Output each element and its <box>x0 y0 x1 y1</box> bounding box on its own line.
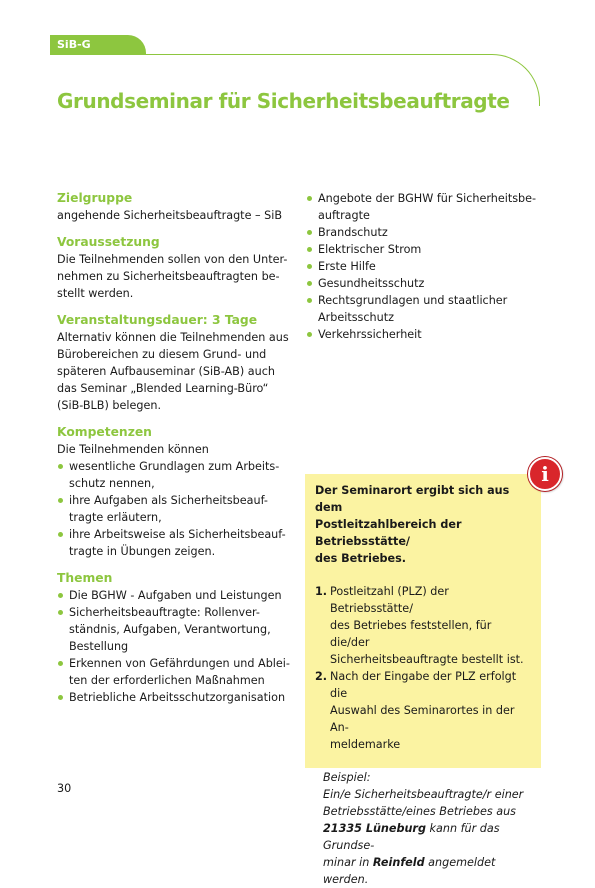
text-line: Auswahl des Seminarortes in der An- <box>330 704 515 734</box>
info-example <box>315 769 531 888</box>
item-line: Erkennen von Gefährdungen und Ablei- <box>69 657 290 670</box>
heading-kompetenzen: Kompetenzen <box>57 425 152 439</box>
item-line: ten der erforderlichen Maßnahmen <box>69 674 265 687</box>
item-line: tragte in Übungen zeigen. <box>69 545 216 558</box>
page-number: 30 <box>57 782 72 795</box>
section-voraussetzung <box>57 234 297 302</box>
list-item <box>306 258 551 275</box>
item-line: Angebote der BGHW für Sicherheitsbe- <box>318 192 537 205</box>
list-item <box>57 492 297 526</box>
text-line: Postleitzahlbereich der Betriebsstätte/ <box>315 518 462 548</box>
item-line: Die BGHW - Aufgaben und Leistungen <box>69 589 282 602</box>
section-themen <box>57 570 297 706</box>
list-item <box>306 224 551 241</box>
item-line: Brandschutz <box>318 226 388 239</box>
text-line: Der Seminarort ergibt sich aus dem <box>315 484 510 514</box>
item-line: auftragte <box>318 209 370 222</box>
page-title: Grundseminar für Sicherheitsbeauftragte <box>57 89 510 113</box>
text-line: des Betriebes. <box>315 552 407 565</box>
item-line: ständnis, Aufgaben, Verantwortung, <box>69 623 271 636</box>
item-line: wesentliche Grundlagen zum Arbeits- <box>69 460 280 473</box>
list-item <box>306 190 551 224</box>
example-plz: 21335 Lüneburg <box>323 822 426 835</box>
step-item <box>315 583 531 668</box>
kompetenzen-list <box>57 458 297 560</box>
heading-dauer: Veranstaltungsdauer: 3 Tage <box>57 313 258 327</box>
info-intro <box>315 482 531 567</box>
info-box <box>305 474 541 886</box>
text-line: Alternativ können die Teilnehmenden aus <box>57 331 289 344</box>
section-tab: SiB-G <box>50 35 146 55</box>
item-line: ihre Arbeitsweise als Sicherheitsbeauf- <box>69 528 286 541</box>
list-item <box>306 241 551 258</box>
kompetenzen-intro: Die Teilnehmenden können <box>57 443 209 456</box>
item-line: tragte erläutern, <box>69 511 162 524</box>
section-dauer <box>57 312 297 414</box>
themen-list <box>57 587 297 706</box>
text-line: Ein/e Sicherheitsbeauftragte/r einer <box>323 788 524 801</box>
right-column <box>306 190 551 343</box>
text-line: Betriebsstätte/eines Betriebes aus <box>323 805 516 818</box>
item-line: Erste Hilfe <box>318 260 376 273</box>
item-line: Rechtsgrundlagen und staatlicher <box>318 294 508 307</box>
text-line: Sicherheitsbeauftragte bestellt ist. <box>330 653 524 666</box>
list-item <box>306 275 551 292</box>
list-item <box>57 689 297 706</box>
heading-voraussetzung: Voraussetzung <box>57 235 160 249</box>
text-fragment: minar in <box>323 856 373 869</box>
example-ort: Reinfeld <box>372 856 425 869</box>
text-line: Nach der Eingabe der PLZ erfolgt die <box>330 670 517 700</box>
text-line: (SiB-BLB) belegen. <box>57 399 161 412</box>
list-item <box>57 655 297 689</box>
item-line: Arbeitsschutz <box>318 311 394 324</box>
heading-themen: Themen <box>57 571 113 585</box>
step-number: 1. <box>315 585 328 598</box>
info-steps <box>315 583 531 753</box>
heading-zielgruppe: Zielgruppe <box>57 191 133 205</box>
item-line: ihre Aufgaben als Sicherheitsbeauf- <box>69 494 268 507</box>
list-item <box>57 526 297 560</box>
list-item <box>306 292 551 326</box>
list-item <box>306 326 551 343</box>
text-line: nehmen zu Sicherheitsbeauftragten be- <box>57 270 280 283</box>
item-line: Gesundheitsschutz <box>318 277 425 290</box>
info-icon: i <box>528 457 562 491</box>
list-item <box>57 458 297 492</box>
section-zielgruppe <box>57 190 297 224</box>
text-line: Bürobereichen zu diesem Grund- und <box>57 348 267 361</box>
text-line <box>323 820 531 854</box>
item-line: Sicherheitsbeauftragte: Rollenver- <box>69 606 260 619</box>
zielgruppe-text: angehende Sicherheitsbeauftragte – SiB <box>57 209 283 222</box>
themen-list-continued <box>306 190 551 343</box>
left-column <box>57 190 297 716</box>
example-label: Beispiel: <box>323 771 371 784</box>
text-line: des Betriebes feststellen, für die/der <box>330 619 492 649</box>
text-line: späteren Aufbauseminar (SiB-AB) auch <box>57 365 275 378</box>
section-kompetenzen <box>57 424 297 560</box>
item-line: schutz nennen, <box>69 477 155 490</box>
text-line: das Seminar „Blended Learning-Büro“ <box>57 382 269 395</box>
text-line: stellt werden. <box>57 287 134 300</box>
item-line: Bestellung <box>69 640 129 653</box>
item-line: Betriebliche Arbeitsschutzorganisation <box>69 691 286 704</box>
item-line: Verkehrssicherheit <box>318 328 422 341</box>
text-line: Postleitzahl (PLZ) der Betriebsstätte/ <box>330 585 449 615</box>
text-fragment: angemeldet werden. <box>323 856 496 886</box>
list-item <box>57 604 297 655</box>
text-line <box>323 854 531 888</box>
step-item <box>315 668 531 753</box>
text-fragment: kann für das Grundse- <box>323 822 500 852</box>
text-line: Die Teilnehmenden sollen von den Unter- <box>57 253 288 266</box>
step-number: 2. <box>315 670 328 683</box>
list-item <box>57 587 297 604</box>
item-line: Elektrischer Strom <box>318 243 422 256</box>
text-line: meldemarke <box>330 738 401 751</box>
